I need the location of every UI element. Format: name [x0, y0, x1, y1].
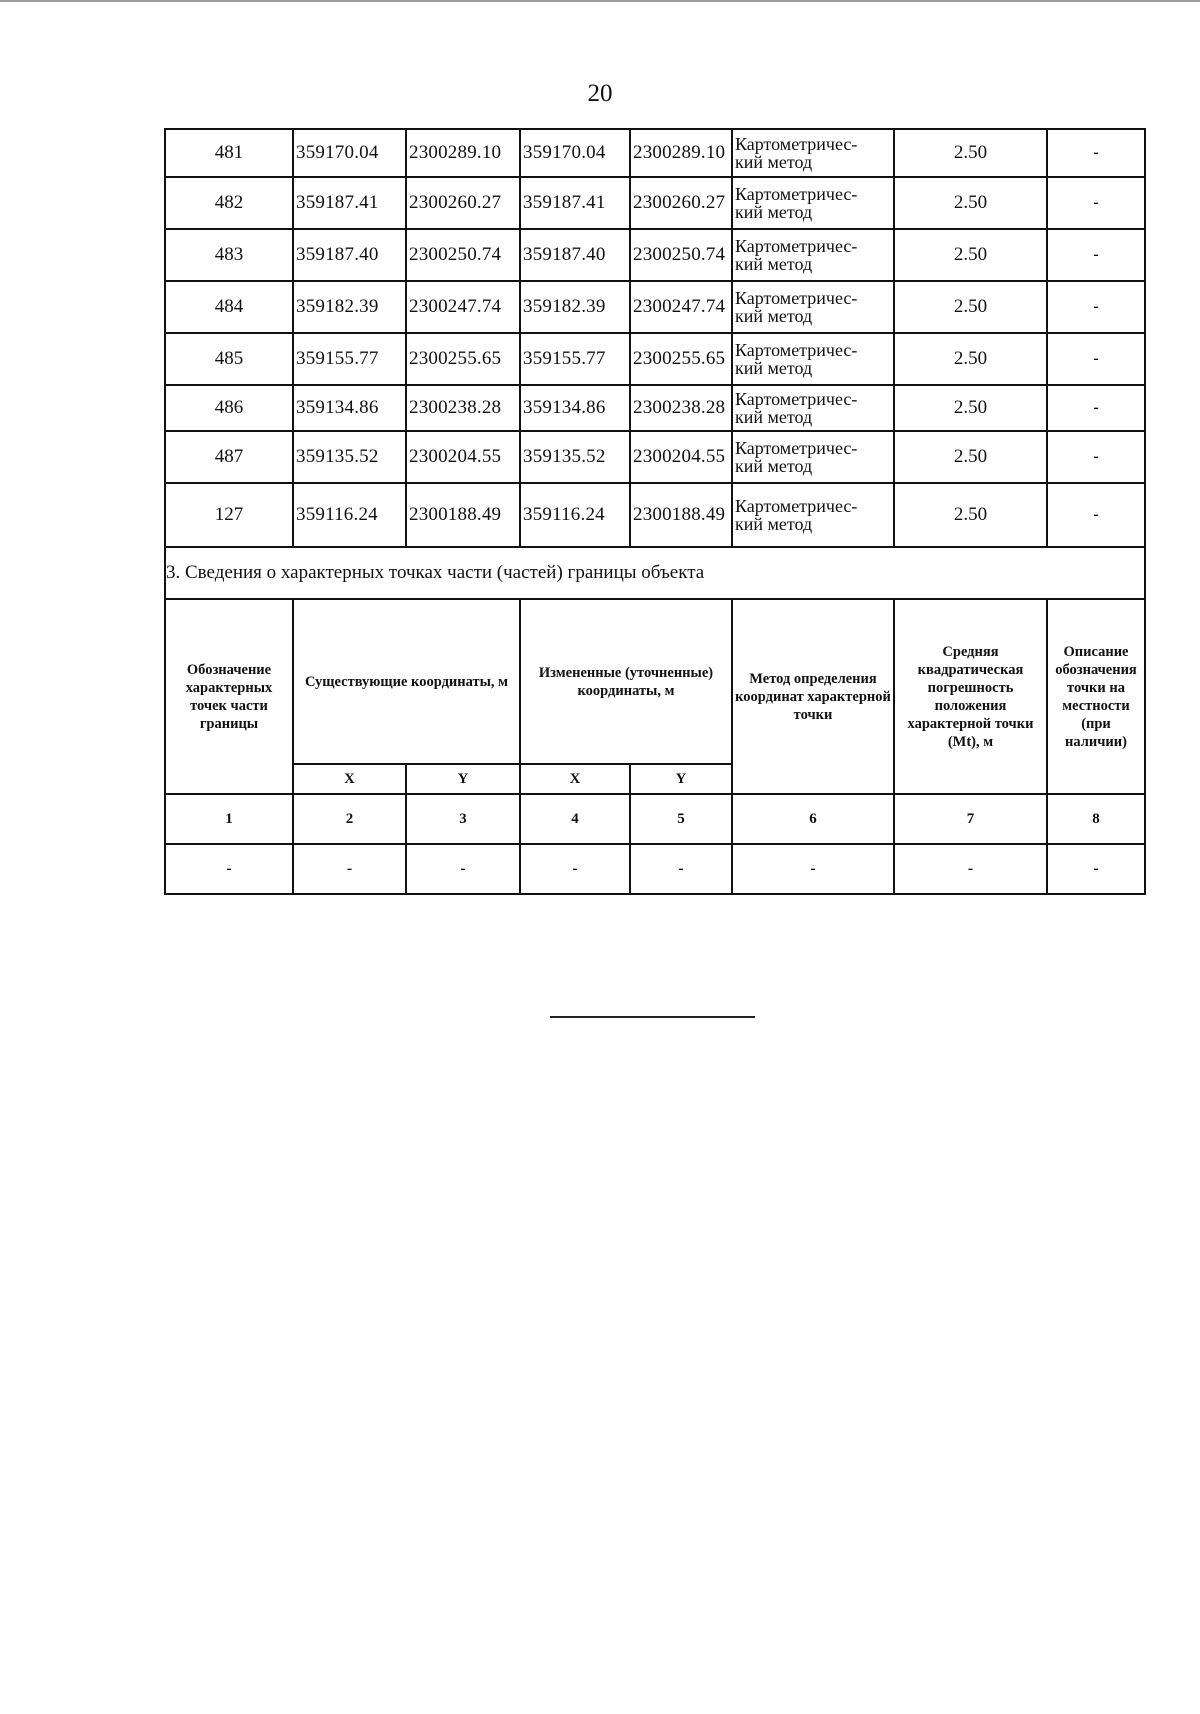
method-cell [732, 385, 894, 431]
changed-y-cell: 2300247.74 [630, 281, 732, 333]
method-line-1: Картометричес- [735, 288, 858, 308]
method-cell [732, 333, 894, 385]
changed-x-cell: 359134.86 [520, 385, 630, 431]
method-cell [732, 431, 894, 483]
point-number-cell: 127 [165, 483, 293, 547]
method-line-1: Картометричес- [735, 134, 858, 154]
header-changed-y: Y [630, 764, 732, 794]
point-number-cell: 483 [165, 229, 293, 281]
method-line-1: Картометричес- [735, 496, 858, 516]
point-number-cell: 484 [165, 281, 293, 333]
existing-x-cell: 359187.41 [293, 177, 406, 229]
coordinate-row [165, 431, 1145, 483]
method-line-2: кий метод [735, 407, 813, 427]
mean-error-cell: 2.50 [894, 385, 1047, 431]
coordinate-row [165, 385, 1145, 431]
method-cell [732, 129, 894, 177]
changed-y-cell: 2300238.28 [630, 385, 732, 431]
existing-y-cell: 2300204.55 [406, 431, 520, 483]
mean-error-cell: 2.50 [894, 281, 1047, 333]
header-changed-x: X [520, 764, 630, 794]
method-cell [732, 483, 894, 547]
point-number-cell: 487 [165, 431, 293, 483]
method-line-2: кий метод [735, 456, 813, 476]
existing-y-cell: 2300260.27 [406, 177, 520, 229]
existing-x-cell: 359116.24 [293, 483, 406, 547]
header-existing-coordinates: Существующие координаты, м [293, 599, 520, 764]
coordinate-row [165, 483, 1145, 547]
column-number: 8 [1047, 794, 1145, 844]
mean-error-cell: 2.50 [894, 129, 1047, 177]
changed-x-cell: 359135.52 [520, 431, 630, 483]
changed-x-cell: 359155.77 [520, 333, 630, 385]
method-line-1: Картометричес- [735, 236, 858, 256]
changed-y-cell: 2300250.74 [630, 229, 732, 281]
changed-y-cell: 2300204.55 [630, 431, 732, 483]
column-number: 5 [630, 794, 732, 844]
header-designation: Обозначение характерных точек части границы [165, 599, 293, 794]
method-line-2: кий метод [735, 152, 813, 172]
header-changed-coordinates: Измененные (уточненные) координаты, м [520, 599, 732, 764]
method-cell [732, 177, 894, 229]
method-cell [732, 281, 894, 333]
method-line-1: Картометричес- [735, 438, 858, 458]
end-of-document-rule [550, 1016, 755, 1018]
method-line-2: кий метод [735, 358, 813, 378]
point-description-cell: - [1047, 229, 1145, 281]
column-number: 2 [293, 794, 406, 844]
coordinate-row [165, 333, 1145, 385]
changed-x-cell: 359187.40 [520, 229, 630, 281]
existing-x-cell: 359182.39 [293, 281, 406, 333]
existing-x-cell: 359135.52 [293, 431, 406, 483]
coordinate-row [165, 229, 1145, 281]
empty-cell: - [1047, 844, 1145, 894]
header-mean-error: Средняя квадратическая погрешность положения характерной точки (Mt), м [894, 599, 1047, 794]
empty-data-row [165, 844, 1145, 894]
existing-y-cell: 2300289.10 [406, 129, 520, 177]
column-number: 6 [732, 794, 894, 844]
changed-y-cell: 2300289.10 [630, 129, 732, 177]
point-number-cell: 481 [165, 129, 293, 177]
existing-x-cell: 359155.77 [293, 333, 406, 385]
changed-x-cell: 359187.41 [520, 177, 630, 229]
column-number-row [165, 794, 1145, 844]
page-number: 20 [587, 80, 613, 107]
coordinate-row [165, 281, 1145, 333]
scan-top-edge [0, 0, 1200, 2]
method-line-1: Картометричес- [735, 389, 858, 409]
point-description-cell: - [1047, 177, 1145, 229]
section-3 [165, 547, 1145, 894]
empty-cell: - [894, 844, 1047, 894]
point-number-cell: 485 [165, 333, 293, 385]
point-description-cell: - [1047, 483, 1145, 547]
existing-y-cell: 2300247.74 [406, 281, 520, 333]
mean-error-cell: 2.50 [894, 333, 1047, 385]
method-line-1: Картометричес- [735, 184, 858, 204]
header-existing-x: X [293, 764, 406, 794]
empty-cell: - [732, 844, 894, 894]
existing-y-cell: 2300188.49 [406, 483, 520, 547]
changed-x-cell: 359182.39 [520, 281, 630, 333]
point-number-cell: 486 [165, 385, 293, 431]
changed-x-cell: 359170.04 [520, 129, 630, 177]
empty-cell: - [293, 844, 406, 894]
existing-x-cell: 359187.40 [293, 229, 406, 281]
coordinate-row [165, 177, 1145, 229]
method-line-1: Картометричес- [735, 340, 858, 360]
mean-error-cell: 2.50 [894, 229, 1047, 281]
point-description-cell: - [1047, 129, 1145, 177]
mean-error-cell: 2.50 [894, 483, 1047, 547]
header-existing-y: Y [406, 764, 520, 794]
column-number: 1 [165, 794, 293, 844]
point-description-cell: - [1047, 281, 1145, 333]
changed-y-cell: 2300188.49 [630, 483, 732, 547]
point-description-cell: - [1047, 333, 1145, 385]
coordinates-table [164, 128, 1146, 895]
mean-error-cell: 2.50 [894, 431, 1047, 483]
empty-cell: - [406, 844, 520, 894]
column-number: 7 [894, 794, 1047, 844]
method-line-2: кий метод [735, 306, 813, 326]
section-3-title: 3. Сведения о характерных точках части (частей) границы объекта [165, 547, 1145, 599]
empty-cell: - [165, 844, 293, 894]
method-line-2: кий метод [735, 254, 813, 274]
point-description-cell: - [1047, 385, 1145, 431]
empty-cell: - [520, 844, 630, 894]
coordinates-table-body [165, 129, 1145, 547]
column-number: 3 [406, 794, 520, 844]
changed-y-cell: 2300260.27 [630, 177, 732, 229]
header-description: Описание обозначения точки на местности (при наличии) [1047, 599, 1145, 794]
method-cell [732, 229, 894, 281]
method-line-2: кий метод [735, 514, 813, 534]
existing-y-cell: 2300255.65 [406, 333, 520, 385]
empty-cell: - [630, 844, 732, 894]
column-number: 4 [520, 794, 630, 844]
existing-y-cell: 2300238.28 [406, 385, 520, 431]
mean-error-cell: 2.50 [894, 177, 1047, 229]
header-method: Метод определения координат характерной точки [732, 599, 894, 794]
method-line-2: кий метод [735, 202, 813, 222]
existing-x-cell: 359170.04 [293, 129, 406, 177]
changed-y-cell: 2300255.65 [630, 333, 732, 385]
point-description-cell: - [1047, 431, 1145, 483]
coordinate-row [165, 129, 1145, 177]
existing-x-cell: 359134.86 [293, 385, 406, 431]
point-number-cell: 482 [165, 177, 293, 229]
existing-y-cell: 2300250.74 [406, 229, 520, 281]
changed-x-cell: 359116.24 [520, 483, 630, 547]
